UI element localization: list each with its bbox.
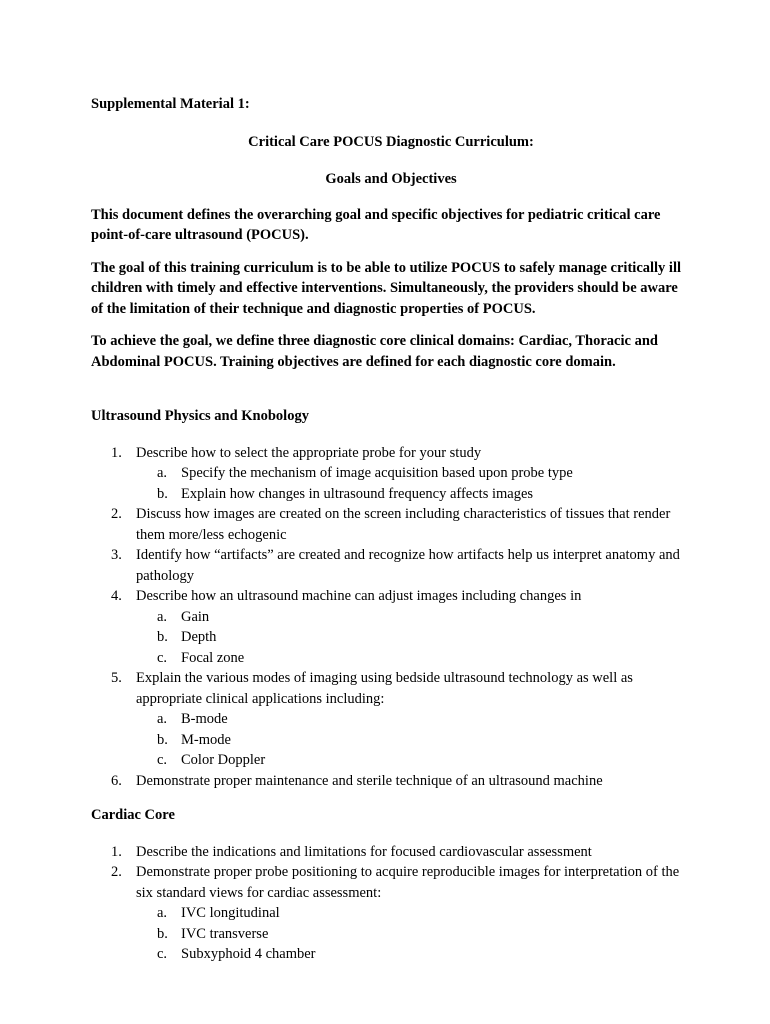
list-item xyxy=(91,504,691,545)
sub-list-item-text: IVC longitudinal xyxy=(181,905,280,921)
sub-list-letter: b. xyxy=(157,731,168,748)
goal-paragraph: The goal of this training curriculum is to be able to utilize POCUS to safely manage critically ill children with timely and effective interventions. Simultaneously, the providers should be aware of the limitation of their technique and diagnostic properties of POCUS. xyxy=(91,259,682,317)
sub-list-letter: a. xyxy=(157,608,168,625)
physics-objectives-list xyxy=(91,443,691,792)
sub-list-item xyxy=(91,903,691,924)
list-item xyxy=(91,668,691,771)
list-number: 1. xyxy=(111,843,122,860)
sub-list-letter: b. xyxy=(157,629,168,645)
document-subtitle: Goals and Objectives xyxy=(325,171,457,187)
list-number: 3. xyxy=(111,547,122,563)
sub-list-item-text: Color Doppler xyxy=(181,752,266,768)
sub-list-item xyxy=(91,750,691,771)
list-item-text: Demonstrate proper probe positioning to acquire reproducible images for interpretation of the six standard views for cardiac assessment: xyxy=(136,864,680,901)
sub-list-item-text: Gain xyxy=(181,608,210,625)
intro-paragraph: This document defines the overarching goal and specific objectives for pediatric critical care point-of-care ultrasound (POCUS). xyxy=(91,206,661,243)
list-item-text: Describe the indications and limitations for focused cardiovascular assessment xyxy=(136,843,592,860)
document-title: Critical Care POCUS Diagnostic Curriculum: xyxy=(248,133,534,150)
sub-list xyxy=(136,607,691,669)
list-number: 2. xyxy=(111,506,122,522)
sub-list-item xyxy=(91,924,691,945)
sub-list-item xyxy=(91,648,691,669)
sub-list-item xyxy=(91,607,691,628)
list-item-text: Describe how to select the appropriate probe for your study xyxy=(136,444,482,461)
sub-list-item xyxy=(91,463,691,484)
sub-list-letter: c. xyxy=(157,946,168,962)
list-number: 6. xyxy=(111,772,122,789)
section-heading-cardiac: Cardiac Core xyxy=(91,807,175,823)
sub-list-item xyxy=(91,944,691,965)
list-item-text: Identify how “artifacts” are created and recognize how artifacts help us interpret anatomy and pathology xyxy=(136,547,680,584)
list-number: 1. xyxy=(111,444,122,461)
sub-list-letter: c. xyxy=(157,752,168,768)
sub-list-item-text: B-mode xyxy=(181,711,228,727)
sub-list-item-text: Subxyphoid 4 chamber xyxy=(181,946,316,962)
cardiac-objectives-list xyxy=(91,842,691,965)
sub-list-letter: b. xyxy=(157,925,168,942)
list-number: 4. xyxy=(111,588,122,604)
list-item xyxy=(91,586,691,668)
section-heading-physics: Ultrasound Physics and Knobology xyxy=(91,408,309,424)
sub-list-item-text: Specify the mechanism of image acquisition based upon probe type xyxy=(181,465,573,481)
sub-list-item-text: Depth xyxy=(181,629,217,645)
document-content xyxy=(91,94,691,965)
sub-list-item-text: M-mode xyxy=(181,731,231,748)
list-item xyxy=(91,771,691,792)
sub-list-letter: a. xyxy=(157,465,168,481)
sub-list-letter: a. xyxy=(157,905,168,921)
supplemental-label: Supplemental Material 1: xyxy=(91,96,250,112)
list-number: 2. xyxy=(111,864,122,880)
sub-list-item-text: Focal zone xyxy=(181,649,245,666)
sub-list-item xyxy=(91,730,691,751)
list-item xyxy=(91,842,691,863)
sub-list xyxy=(136,463,691,504)
sub-list-item-text: Explain how changes in ultrasound frequency affects images xyxy=(181,485,534,502)
sub-list-letter: a. xyxy=(157,711,168,727)
sub-list-item xyxy=(91,709,691,730)
list-number: 5. xyxy=(111,670,122,686)
domains-paragraph: To achieve the goal, we define three diagnostic core clinical domains: Cardiac, Thoracic and Abdominal POCUS. Training objectives are defined for each diagnostic core domain. xyxy=(91,333,658,370)
list-item-text: Explain the various modes of imaging using bedside ultrasound technology as well as appropriate clinical applications including: xyxy=(136,670,633,707)
list-item xyxy=(91,862,691,965)
list-item-text: Discuss how images are created on the screen including characteristics of tissues that render them more/less echogenic xyxy=(136,506,671,543)
sub-list-letter: b. xyxy=(157,485,168,502)
sub-list-item-text: IVC transverse xyxy=(181,925,269,942)
list-item xyxy=(91,545,691,586)
list-item-text: Demonstrate proper maintenance and sterile technique of an ultrasound machine xyxy=(136,772,603,789)
list-item xyxy=(91,443,691,505)
sub-list-letter: c. xyxy=(157,649,168,666)
sub-list-item xyxy=(91,627,691,648)
sub-list-item xyxy=(91,484,691,505)
sub-list xyxy=(136,709,691,771)
sub-list xyxy=(136,903,691,965)
list-item-text: Describe how an ultrasound machine can adjust images including changes in xyxy=(136,588,582,604)
